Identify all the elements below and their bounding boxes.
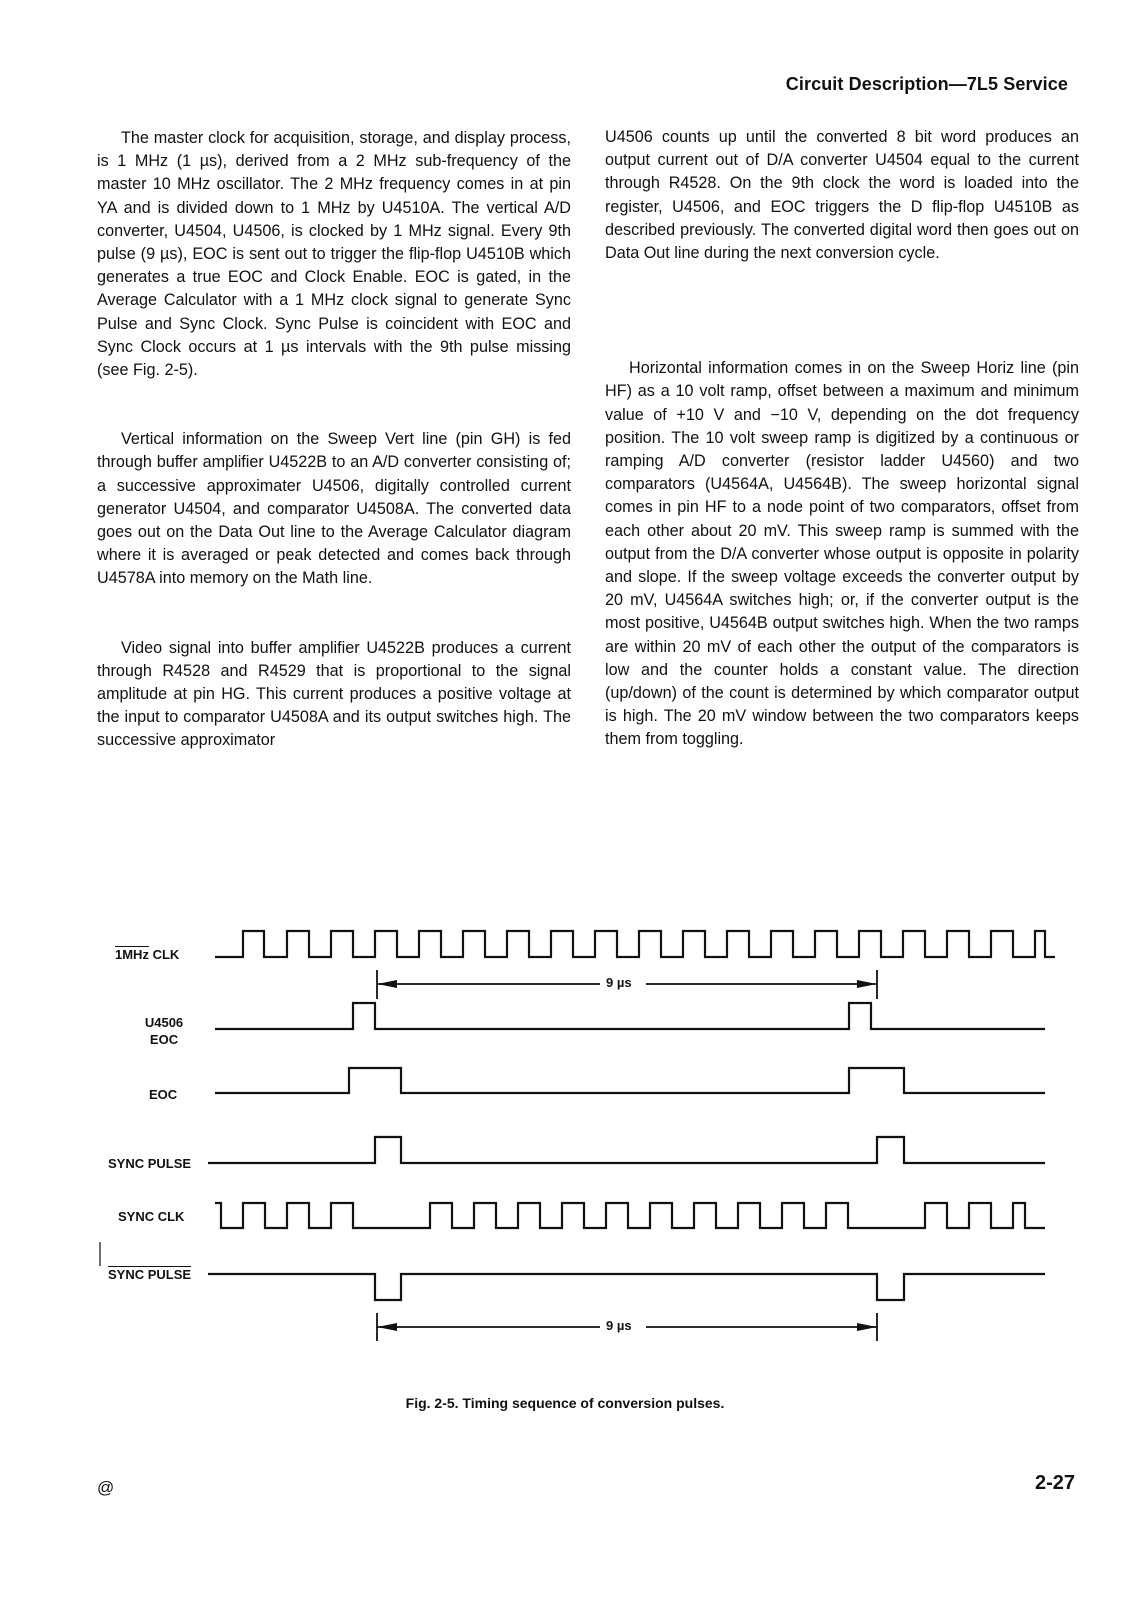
paragraph-u4506-counts: U4506 counts up until the converted 8 bit word produces an output current out of D/A converter U4504 equal to the current through R4528. On the 9th clock the word is loaded into the register, U4506, and EOC triggers the D flip-flop U4510B as described previously. The converted digital word then goes out on Data Out line during the next conversion cycle. — [605, 128, 1079, 263]
waveform-1mhz-clk — [215, 931, 1055, 957]
duration-label-bottom: 9 µs — [602, 1318, 636, 1333]
footer-copyright-mark: @ — [97, 1478, 115, 1497]
label-sync-clk: SYNC CLK — [118, 1209, 185, 1224]
waveform-sync-pulse — [208, 1137, 1045, 1163]
paragraph-horizontal-information: Horizontal information comes in on the Sweep Horiz line (pin HF) as a 10 volt ramp, offset between a maximum and minimum value of +10 V and −10 V, depending on the dot frequency position. The 10 volt sweep ramp is digitized by a continuous or ramping A/D converter (resistor ladder U4560) and two comparators (U4564A, U4564B). The sweep horizontal signal comes in pin HF to a node point of two comparators, offset from each other about 20 mV. This sweep ramp is summed with the output from the D/A converter whose output is opposite in polarity and slope. If the sweep voltage exceeds the converter output by 20 mV, U4564A switches high; or, if the converter output is the most positive, U4564B output switches high. When the two ramps are within 20 mV of each other the output of the comparators is low and the counter holds a constant value. The direction (up/down) of the count is determined by which comparator output is high. The 20 mV window between the two comparators keeps them from toggling. — [605, 359, 1079, 749]
paragraph-vertical-information: Vertical information on the Sweep Vert line (pin GH) is fed through buffer amplifier U4522B to an A/D converter consisting of; a successive approximater U4506, digitally controlled current generator U4504, and comparator U4508A. The converted data goes out on the Data Out line to the Average Calculator diagram where it is averaged or peak detected and comes back through U4578A into memory on the Math line. — [97, 430, 571, 588]
page-number: 2-27 — [1034, 1472, 1075, 1494]
waveform-sync-pulse-bar — [208, 1274, 1045, 1300]
label-sync-pulse: SYNC PULSE — [108, 1156, 192, 1171]
paragraph-video-signal: Video signal into buffer amplifier U4522B produces a current through R4528 and R4529 that is proportional to the signal amplitude at pin HG. This current produces a positive voltage at the input to comparator U4508A and its output switches high. The successive approximator — [97, 638, 571, 750]
duration-label-top: 9 µs — [602, 975, 636, 990]
label-eoc: EOC — [149, 1087, 178, 1102]
figure-caption: Fig. 2-5. Timing sequence of conversion pulses. — [405, 1395, 725, 1411]
label-1mhz-clk: 1MHz CLK — [115, 947, 180, 962]
waveform-u4506-eoc — [215, 1003, 1045, 1029]
label-sync-pulse-bar: SYNC PULSE — [108, 1267, 192, 1282]
waveform-sync-clk — [215, 1203, 1045, 1228]
paragraph-master-clock: The master clock for acquisition, storage, and display process, is 1 MHz (1 µs), derived from a 2 MHz sub-frequency of the master 10 MHz oscillator. The 2 MHz frequency comes in at pin YA and is divided down to 1 MHz by U4510A. The vertical A/D converter, U4504, U4506, is clocked by 1 MHz signal. Every 9th pulse (9 µs), EOC is sent out to trigger the flip-flop U4510B which generates a true EOC and Clock Enable. EOC is gated, in the Average Calculator with a 1 MHz clock signal to generate Sync Pulse and Sync Clock. Sync Pulse is coincident with EOC and Sync Clock occurs at 1 µs intervals with the 9th pulse missing (see Fig. 2-5). — [97, 129, 571, 380]
waveform-eoc — [215, 1068, 1045, 1093]
page-header-title: Circuit Description—7L5 Service — [785, 74, 1068, 94]
label-u4506-eoc: U4506 EOC — [144, 1015, 184, 1047]
